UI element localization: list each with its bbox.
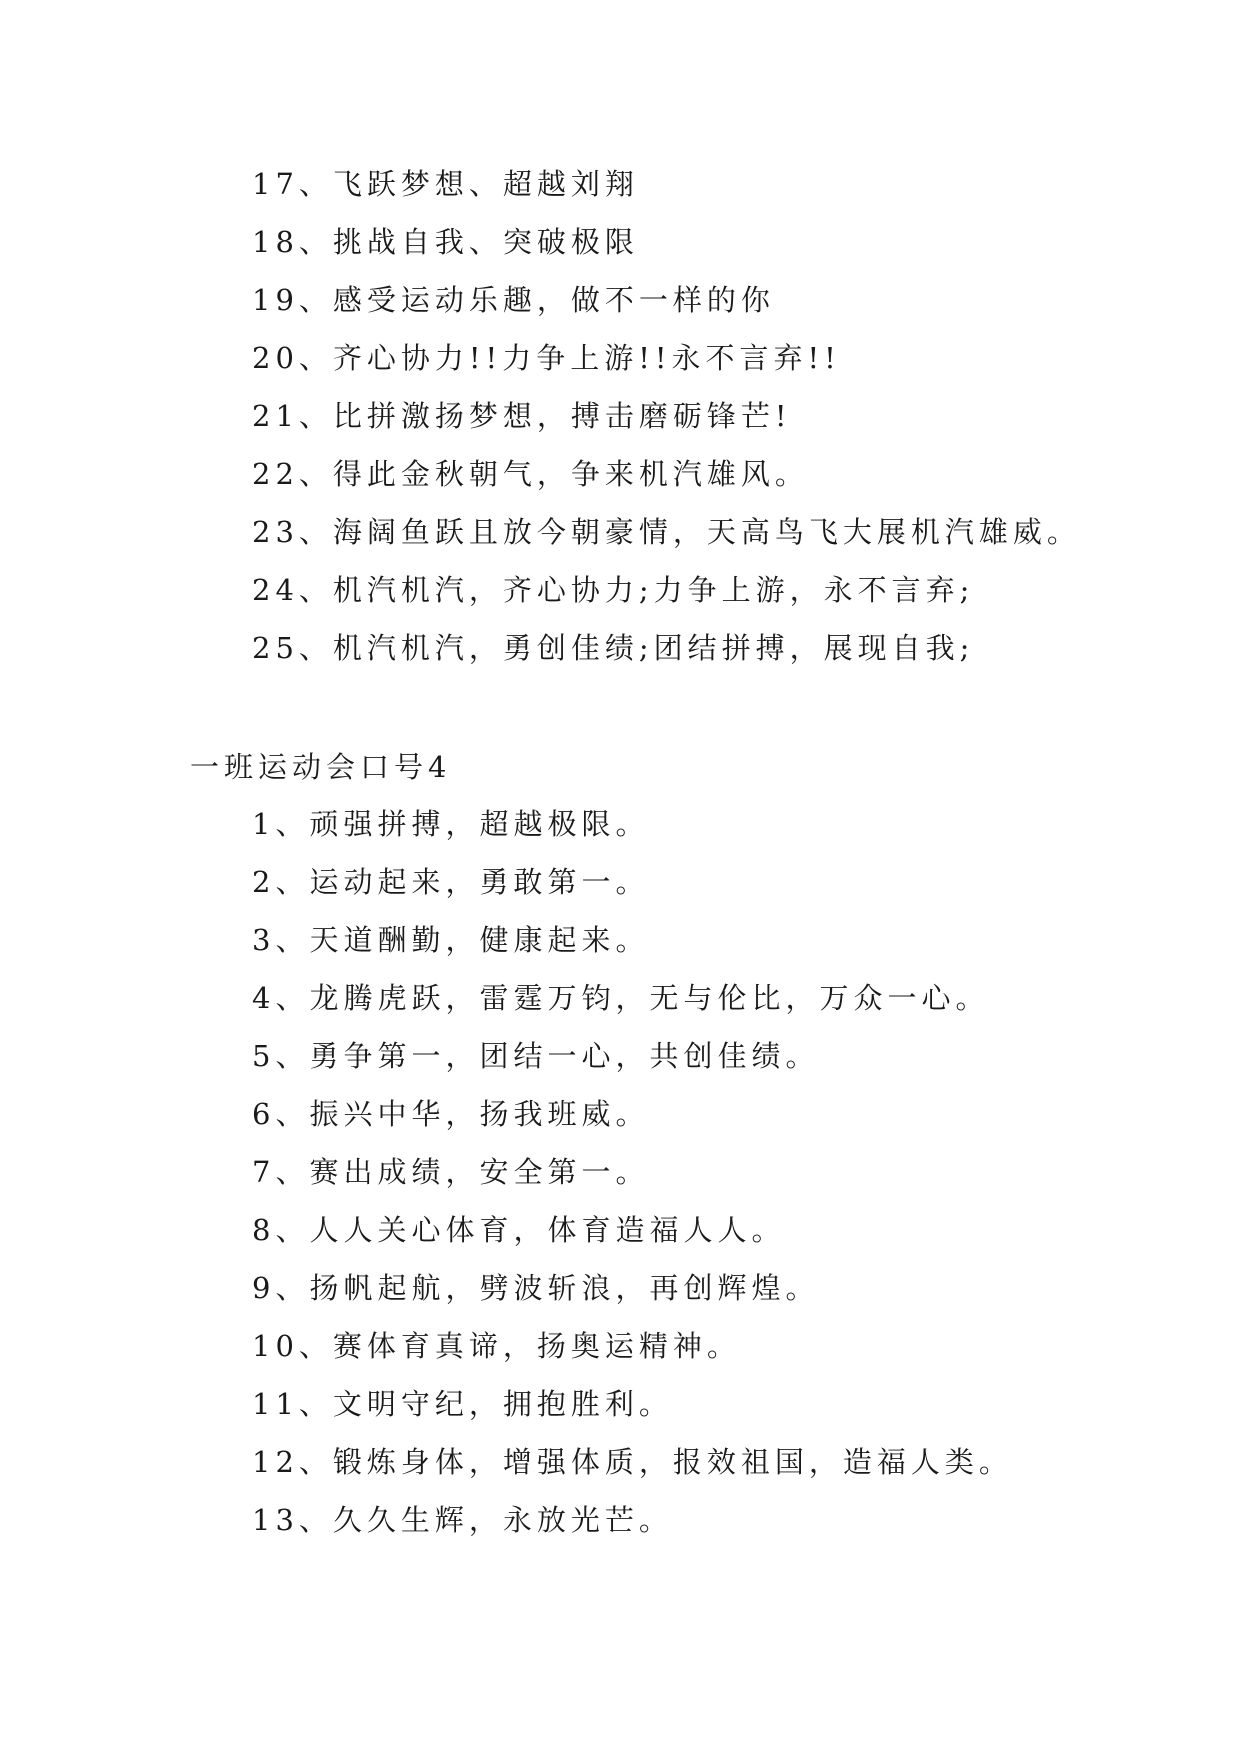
list-item: 3、天道酬勤，健康起来。 bbox=[252, 923, 650, 957]
list-item: 25、机汽机汽，勇创佳绩;团结拼搏，展现自我; bbox=[252, 631, 975, 665]
list-item: 20、齐心协力!!力争上游!!永不言弃!! bbox=[252, 341, 841, 375]
list-item: 12、锻炼身体，增强体质，报效祖国，造福人类。 bbox=[252, 1445, 1013, 1479]
slogan-list-continued bbox=[252, 155, 1081, 677]
list-item: 18、挑战自我、突破极限 bbox=[252, 225, 639, 259]
list-item: 5、勇争第一，团结一心，共创佳绩。 bbox=[252, 1039, 820, 1073]
list-item: 9、扬帆起航，劈波斩浪，再创辉煌。 bbox=[252, 1271, 820, 1305]
list-item: 2、运动起来，勇敢第一。 bbox=[252, 865, 650, 899]
list-item: 8、人人关心体育，体育造福人人。 bbox=[252, 1213, 786, 1247]
list-item: 11、文明守纪，拥抱胜利。 bbox=[252, 1387, 673, 1421]
list-item: 1、顽强拼搏，超越极限。 bbox=[252, 807, 650, 841]
list-item: 24、机汽机汽，齐心协力;力争上游，永不言弃; bbox=[252, 573, 975, 607]
list-item: 22、得此金秋朝气，争来机汽雄风。 bbox=[252, 457, 809, 491]
list-item: 13、久久生辉，永放光芒。 bbox=[252, 1503, 673, 1537]
list-item: 4、龙腾虎跃，雷霆万钧，无与伦比，万众一心。 bbox=[252, 981, 990, 1015]
list-item: 19、感受运动乐趣，做不一样的你 bbox=[252, 283, 775, 317]
list-item: 21、比拼激扬梦想，搏击磨砺锋芒! bbox=[252, 399, 792, 433]
list-item: 10、赛体育真谛，扬奥运精神。 bbox=[252, 1329, 741, 1363]
slogan-list bbox=[252, 795, 1013, 1549]
list-item: 17、飞跃梦想、超越刘翔 bbox=[252, 167, 639, 201]
list-item: 23、海阔鱼跃且放今朝豪情，天高鸟飞大展机汽雄威。 bbox=[252, 515, 1081, 549]
list-item: 7、赛出成绩，安全第一。 bbox=[252, 1155, 650, 1189]
list-item: 6、振兴中华，扬我班威。 bbox=[252, 1097, 650, 1131]
section-heading: 一班运动会口号4 bbox=[190, 750, 452, 784]
